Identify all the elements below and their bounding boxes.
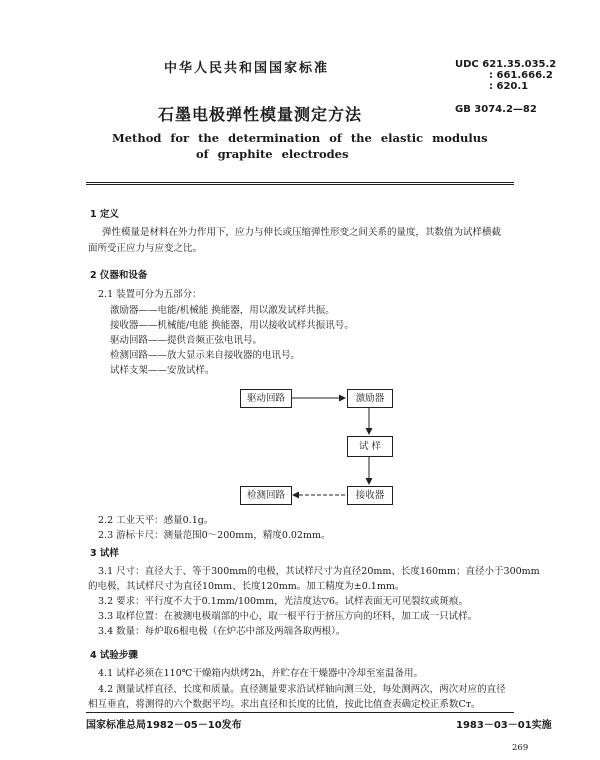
udc-line: : 620.1 — [489, 81, 529, 92]
english-title-line1: Method for the determination of the elastic modulus — [112, 131, 488, 145]
clause-3-2: 3.2 要求：平行度不大于0.1mm/100mm，光洁度达▽6。试样表面无可见裂纹或斑痕。 — [98, 596, 468, 607]
device-part: 检测回路——放大显示来自接收器的电讯号。 — [110, 350, 301, 361]
detect-circuit-box: 检测回路 — [240, 486, 292, 505]
english-title-line2: of graphite electrodes — [196, 147, 349, 161]
specimen-box: 试 样 — [347, 436, 393, 457]
device-part: 激励器——电能/机械能 换能器，用以激发试样共振。 — [110, 305, 335, 316]
clause-3-3: 3.3 取样位置：在被测电极端部的中心，取一根平行于挤压方向的坯料，加工成一只试样。 — [98, 611, 478, 622]
clause-2-2: 2.2 工业天平：感量0.1g。 — [98, 515, 214, 526]
device-part: 接收器——机械能/电能 换能器，用以接收试样共振讯号。 — [110, 320, 354, 331]
clause-3-4: 3.4 数量：每炉取6根电极（在炉芯中部及两端各取两根）。 — [98, 626, 346, 637]
receiver-box: 接收器 — [347, 486, 393, 505]
footer-divider — [86, 712, 514, 713]
paragraph-line: 面所受正应力与应变之比。 — [88, 243, 203, 254]
page-number: 269 — [512, 743, 529, 753]
effective-date: 1983－03－01实施 — [456, 720, 552, 731]
udc-line: UDC 621.35.035.2 — [455, 59, 557, 70]
exciter-box: 激励器 — [347, 389, 393, 408]
paragraph-line: 弹性模量是材料在外力作用下，应力与伸长或压缩弹性形变之间关系的量度，其数值为试样横截 — [102, 227, 502, 238]
issue-date: 国家标准总局1982－05－10发布 — [86, 720, 242, 731]
section-heading: 4 试验步骤 — [90, 650, 138, 661]
device-part: 试样支架——安放试样。 — [110, 365, 215, 376]
standard-name: 中华人民共和国国家标准 — [164, 61, 330, 76]
clause-3-1-line1: 3.1 尺寸：直径大于、等于300mm的电极，其试样尺寸为直径20mm、长度160mm；直径小于300mm — [98, 566, 540, 577]
clause-2-3: 2.3 游标卡尺：测量范围0～200mm，精度0.02mm。 — [98, 530, 331, 541]
page-title: 石墨电极弹性模量测定方法 — [158, 105, 363, 124]
section-heading: 3 试样 — [90, 548, 119, 559]
clause-4-2-line2: 相互垂直，将测得的六个数据平均。求出直径和长度的比值，按此比值查表确定校正系数Cт。 — [88, 699, 481, 710]
section-heading: 1 定义 — [90, 209, 119, 220]
clause-2-1: 2.1 装置可分为五部分： — [98, 289, 202, 300]
device-part: 驱动回路——提供音频正弦电讯号。 — [110, 335, 263, 346]
clause-4-2-line1: 4.2 测量试样直径、长度和质量。直径测量要求沿试样轴向测三处，每处测两次，两次对应的直径 — [98, 684, 506, 695]
udc-line: : 661.666.2 — [489, 70, 553, 81]
section-heading: 2 仪器和设备 — [90, 270, 148, 281]
drive-circuit-box: 驱动回路 — [240, 389, 292, 408]
gb-code: GB 3074.2—82 — [455, 104, 537, 115]
clause-4-1: 4.1 试样必须在110℃干燥箱内烘烤2h，并贮存在干燥器中冷却至室温备用。 — [98, 668, 424, 679]
clause-3-1-line2: 的电极，其试样尺寸为直径10mm、长度120mm。加工精度为±0.1mm。 — [88, 581, 405, 592]
